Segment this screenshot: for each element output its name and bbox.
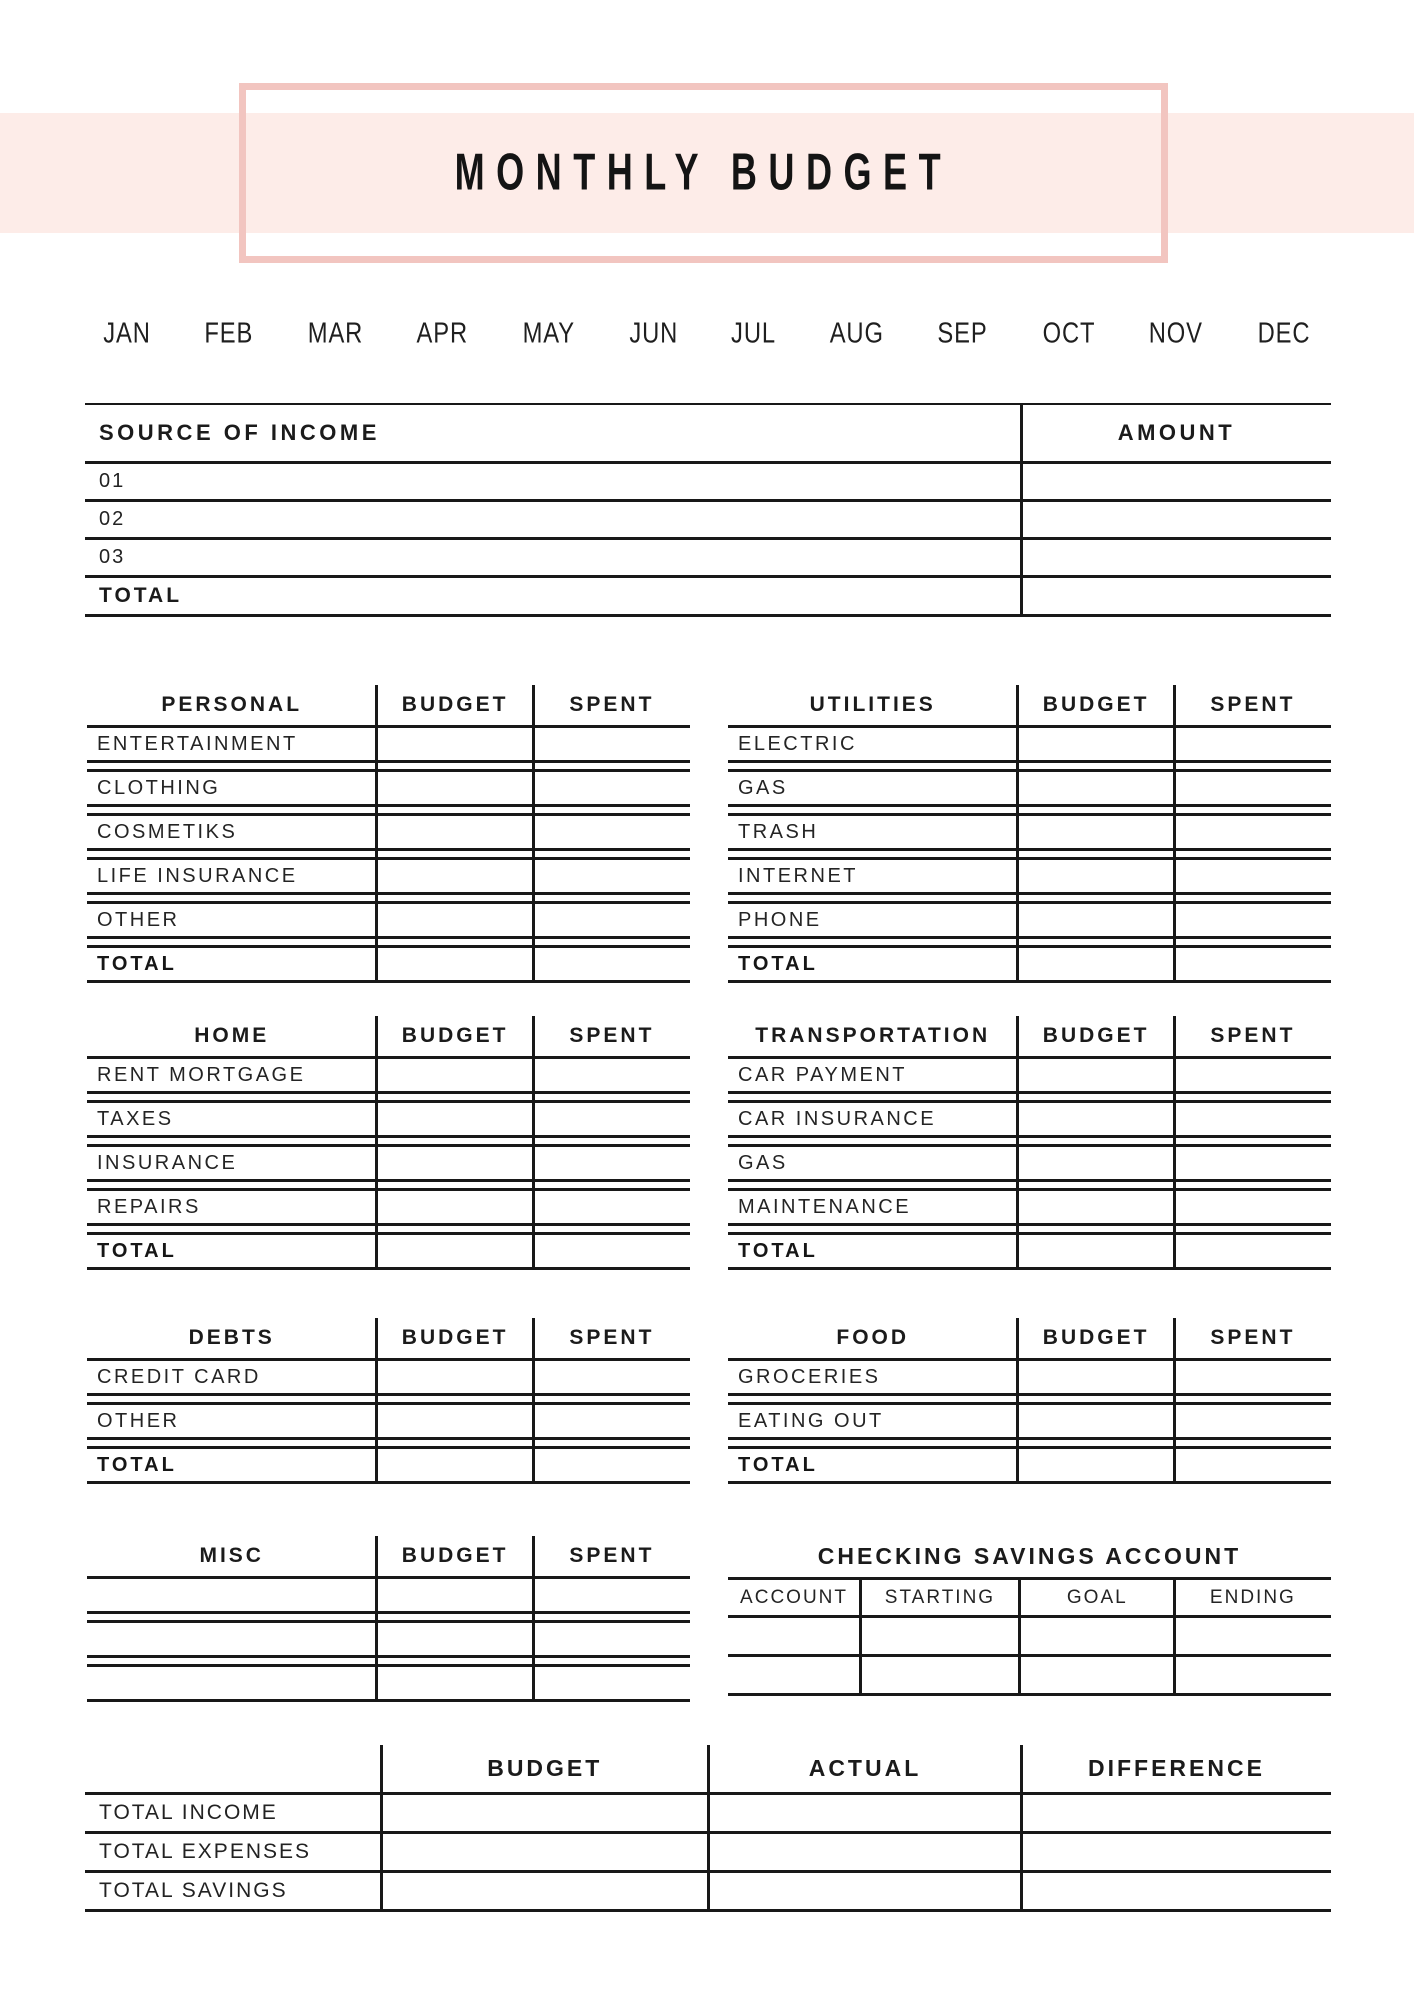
spent-header: SPENT xyxy=(1210,693,1296,716)
ending-header: ENDING xyxy=(1209,1586,1296,1608)
utilities-header xyxy=(728,685,1331,728)
budget-header: BUDGET xyxy=(1042,693,1150,716)
total-label: TOTAL xyxy=(738,1453,818,1476)
income-total-row xyxy=(85,578,1331,617)
checking-savings-title: CHECKING SAVINGS ACCOUNT xyxy=(817,1543,1242,1569)
row-label: TOTAL EXPENSES xyxy=(99,1840,312,1863)
debts-table xyxy=(87,1318,690,1484)
utilities-table xyxy=(728,685,1331,983)
budget-total-cell[interactable] xyxy=(376,1235,533,1267)
income-amount-cell[interactable] xyxy=(1022,540,1331,575)
budget-cell[interactable] xyxy=(1017,1361,1174,1393)
difference-header: DIFFERENCE xyxy=(1087,1755,1265,1781)
table-row xyxy=(87,728,690,763)
total-row xyxy=(87,1446,690,1484)
month-sep[interactable]: SEP xyxy=(937,317,989,349)
checking-savings-section xyxy=(728,1536,1331,1696)
spent-cell[interactable] xyxy=(1175,904,1331,936)
month-dec[interactable]: DEC xyxy=(1257,317,1311,349)
row-label: CAR INSURANCE xyxy=(738,1107,937,1130)
income-total-label: TOTAL xyxy=(99,584,183,607)
month-mar[interactable]: MAR xyxy=(307,317,363,349)
row-label: OTHER xyxy=(97,1409,180,1432)
table-row xyxy=(728,769,1331,807)
spent-cell[interactable] xyxy=(1175,1059,1331,1091)
spent-cell[interactable] xyxy=(534,1405,690,1437)
month-oct[interactable]: OCT xyxy=(1042,317,1095,349)
amount-header-label: AMOUNT xyxy=(1117,420,1236,445)
table-row xyxy=(728,1144,1331,1182)
account-header: ACCOUNT xyxy=(740,1586,848,1608)
actual-cell[interactable] xyxy=(708,1834,1022,1870)
spent-cell[interactable] xyxy=(534,1191,690,1223)
table-row xyxy=(87,1100,690,1138)
budget-header: BUDGET xyxy=(487,1755,603,1781)
row-label: GAS xyxy=(738,1151,788,1174)
budget-header: BUDGET xyxy=(1042,1326,1150,1349)
month-may[interactable]: MAY xyxy=(522,317,575,349)
actual-cell[interactable] xyxy=(708,1873,1022,1909)
income-amount-cell[interactable] xyxy=(1022,464,1331,499)
budget-cell[interactable] xyxy=(376,1667,533,1699)
row-label: INTERNET xyxy=(738,864,858,887)
income-divider xyxy=(1020,405,1023,617)
budget-cell[interactable] xyxy=(376,1579,533,1611)
section-title: FOOD xyxy=(836,1326,910,1349)
budget-header: BUDGET xyxy=(401,1326,509,1349)
column-divider xyxy=(375,685,378,983)
spent-header: SPENT xyxy=(569,1024,655,1047)
spent-cell[interactable] xyxy=(1175,1191,1331,1223)
total-row xyxy=(728,945,1331,983)
table-row xyxy=(87,1579,690,1614)
income-row-2 xyxy=(85,502,1331,540)
spent-cell[interactable] xyxy=(534,816,690,848)
budget-total-cell[interactable] xyxy=(1017,1235,1174,1267)
spent-cell[interactable] xyxy=(534,1059,690,1091)
table-row xyxy=(728,1402,1331,1440)
total-row xyxy=(87,945,690,983)
table-row xyxy=(87,1188,690,1226)
budget-cell[interactable] xyxy=(1017,904,1174,936)
budget-total-cell[interactable] xyxy=(376,1449,533,1481)
personal-header xyxy=(87,685,690,728)
table-row xyxy=(87,1361,690,1396)
spent-cell[interactable] xyxy=(1175,860,1331,892)
section-title: UTILITIES xyxy=(809,693,936,716)
table-row xyxy=(728,728,1331,763)
row-label: GAS xyxy=(738,776,788,799)
budget-cell[interactable] xyxy=(382,1873,708,1909)
budget-cell[interactable] xyxy=(376,1059,533,1091)
total-row xyxy=(728,1446,1331,1484)
row-label: REPAIRS xyxy=(97,1195,201,1218)
budget-total-cell[interactable] xyxy=(1017,1449,1174,1481)
spent-total-cell[interactable] xyxy=(534,1449,690,1481)
budget-cell[interactable] xyxy=(376,728,533,760)
spent-cell[interactable] xyxy=(534,1667,690,1699)
row-label: TAXES xyxy=(97,1107,174,1130)
goal-cell[interactable] xyxy=(1020,1657,1175,1693)
row-label: MAINTENANCE xyxy=(738,1195,912,1218)
income-table xyxy=(85,403,1331,617)
column-divider xyxy=(1173,1318,1176,1484)
budget-cell[interactable] xyxy=(1017,1059,1174,1091)
row-label: INSURANCE xyxy=(97,1151,238,1174)
income-row-number: 02 xyxy=(99,508,126,530)
misc-header xyxy=(87,1536,690,1579)
column-divider xyxy=(707,1745,710,1912)
starting-cell[interactable] xyxy=(860,1618,1020,1654)
spent-cell[interactable] xyxy=(1175,772,1331,804)
budget-cell[interactable] xyxy=(376,1103,533,1135)
summary-table xyxy=(85,1745,1331,1912)
total-label: TOTAL xyxy=(97,1453,177,1476)
actual-header: ACTUAL xyxy=(808,1755,922,1781)
budget-cell[interactable] xyxy=(1017,1103,1174,1135)
row-label: TOTAL SAVINGS xyxy=(99,1879,288,1902)
page-title: MONTHLY BUDGET xyxy=(454,143,953,202)
spent-cell[interactable] xyxy=(534,728,690,760)
row-label: ELECTRIC xyxy=(738,732,857,755)
spent-total-cell[interactable] xyxy=(534,948,690,980)
row-label: CREDIT CARD xyxy=(97,1365,261,1388)
section-title: TRANSPORTATION xyxy=(755,1024,991,1047)
row-label: TOTAL INCOME xyxy=(99,1801,278,1824)
income-header xyxy=(85,405,1331,464)
debts-header xyxy=(87,1318,690,1361)
checking-savings-table xyxy=(728,1577,1331,1696)
spent-cell[interactable] xyxy=(1175,728,1331,760)
months-strip xyxy=(100,318,1314,349)
budget-cell[interactable] xyxy=(376,1623,533,1655)
home-table xyxy=(87,1016,690,1270)
column-divider xyxy=(532,1318,535,1484)
budget-header: BUDGET xyxy=(401,1024,509,1047)
income-row-number: 01 xyxy=(99,470,126,492)
income-total-cell[interactable] xyxy=(1022,578,1331,614)
budget-cell[interactable] xyxy=(1017,860,1174,892)
goal-cell[interactable] xyxy=(1020,1618,1175,1654)
difference-cell[interactable] xyxy=(1022,1834,1331,1870)
table-row xyxy=(87,813,690,851)
month-feb[interactable]: FEB xyxy=(204,317,254,349)
row-label: CAR PAYMENT xyxy=(738,1063,907,1086)
column-divider xyxy=(380,1745,383,1912)
income-amount-cell[interactable] xyxy=(1022,502,1331,537)
ending-cell[interactable] xyxy=(1175,1618,1331,1654)
budget-total-cell[interactable] xyxy=(1017,948,1174,980)
total-row xyxy=(728,1232,1331,1270)
spent-cell[interactable] xyxy=(534,1579,690,1611)
month-jul[interactable]: JUL xyxy=(731,317,776,349)
starting-cell[interactable] xyxy=(860,1657,1020,1693)
row-label: TRASH xyxy=(738,820,819,843)
income-header-label: SOURCE OF INCOME xyxy=(99,420,380,445)
row-label: EATING OUT xyxy=(738,1409,884,1432)
spent-total-cell[interactable] xyxy=(1175,1235,1331,1267)
column-divider xyxy=(375,1318,378,1484)
actual-cell[interactable] xyxy=(708,1795,1022,1831)
budget-cell[interactable] xyxy=(1017,1405,1174,1437)
spent-header: SPENT xyxy=(569,1326,655,1349)
budget-cell[interactable] xyxy=(1017,772,1174,804)
table-row xyxy=(728,1100,1331,1138)
column-divider xyxy=(1020,1745,1023,1912)
budget-cell[interactable] xyxy=(376,1361,533,1393)
row-label: RENT MORTGAGE xyxy=(97,1063,306,1086)
table-row xyxy=(87,857,690,895)
row-label: ENTERTAINMENT xyxy=(97,732,298,755)
budget-total-cell[interactable] xyxy=(376,948,533,980)
spent-cell[interactable] xyxy=(534,1623,690,1655)
total-label: TOTAL xyxy=(97,1239,177,1262)
month-aug[interactable]: AUG xyxy=(829,317,884,349)
total-label: TOTAL xyxy=(738,952,818,975)
table-row xyxy=(728,901,1331,939)
section-title: HOME xyxy=(194,1024,270,1047)
checking-header xyxy=(728,1580,1331,1618)
budget-cell[interactable] xyxy=(376,1405,533,1437)
spent-cell[interactable] xyxy=(1175,1405,1331,1437)
budget-header: BUDGET xyxy=(401,1544,509,1567)
column-divider xyxy=(532,685,535,983)
budget-header: BUDGET xyxy=(401,693,509,716)
column-divider xyxy=(1018,1580,1021,1696)
row-label: GROCERIES xyxy=(738,1365,881,1388)
column-divider xyxy=(1016,685,1019,983)
month-jun[interactable]: JUN xyxy=(628,317,678,349)
goal-header: GOAL xyxy=(1066,1586,1128,1608)
spent-total-cell[interactable] xyxy=(1175,948,1331,980)
spent-cell[interactable] xyxy=(534,904,690,936)
budget-cell[interactable] xyxy=(1017,1147,1174,1179)
row-label: LIFE INSURANCE xyxy=(97,864,298,887)
table-row xyxy=(87,1402,690,1440)
table-row xyxy=(728,1188,1331,1226)
spent-cell[interactable] xyxy=(534,1103,690,1135)
spent-header: SPENT xyxy=(1210,1024,1296,1047)
spent-total-cell[interactable] xyxy=(534,1235,690,1267)
ending-cell[interactable] xyxy=(1175,1657,1331,1693)
spent-cell[interactable] xyxy=(1175,1103,1331,1135)
spent-cell[interactable] xyxy=(1175,1361,1331,1393)
column-divider xyxy=(375,1016,378,1270)
total-label: TOTAL xyxy=(738,1239,818,1262)
spent-header: SPENT xyxy=(569,693,655,716)
budget-cell[interactable] xyxy=(376,904,533,936)
section-title: MISC xyxy=(199,1544,264,1567)
total-label: TOTAL xyxy=(97,952,177,975)
difference-cell[interactable] xyxy=(1022,1795,1331,1831)
table-row xyxy=(87,1664,690,1702)
income-row-1 xyxy=(85,464,1331,502)
column-divider xyxy=(532,1536,535,1702)
spent-cell[interactable] xyxy=(1175,816,1331,848)
table-row xyxy=(87,1620,690,1658)
month-jan[interactable]: JAN xyxy=(103,317,151,349)
row-label: PHONE xyxy=(738,908,822,931)
budget-cell[interactable] xyxy=(376,860,533,892)
spent-header: SPENT xyxy=(569,1544,655,1567)
account-cell[interactable] xyxy=(728,1618,860,1654)
table-row xyxy=(87,901,690,939)
table-row xyxy=(728,813,1331,851)
table-row xyxy=(87,1059,690,1094)
section-title: DEBTS xyxy=(188,1326,275,1349)
income-row-3 xyxy=(85,540,1331,578)
food-header xyxy=(728,1318,1331,1361)
food-table xyxy=(728,1318,1331,1484)
column-divider xyxy=(375,1536,378,1702)
budget-cell[interactable] xyxy=(376,1147,533,1179)
income-row-number: 03 xyxy=(99,546,126,568)
difference-cell[interactable] xyxy=(1022,1873,1331,1909)
transportation-header xyxy=(728,1016,1331,1059)
starting-header: STARTING xyxy=(884,1586,996,1608)
account-cell[interactable] xyxy=(728,1657,860,1693)
spent-cell[interactable] xyxy=(534,1147,690,1179)
table-row xyxy=(728,857,1331,895)
month-nov[interactable]: NOV xyxy=(1149,317,1204,349)
transportation-table xyxy=(728,1016,1331,1270)
table-row xyxy=(87,1144,690,1182)
month-apr[interactable]: APR xyxy=(416,317,469,349)
row-label: CLOTHING xyxy=(97,776,221,799)
misc-table xyxy=(87,1536,690,1702)
spent-cell[interactable] xyxy=(534,1361,690,1393)
budget-cell[interactable] xyxy=(382,1834,708,1870)
spent-total-cell[interactable] xyxy=(1175,1449,1331,1481)
budget-cell[interactable] xyxy=(1017,728,1174,760)
column-divider xyxy=(1016,1318,1019,1484)
column-divider xyxy=(1173,1580,1176,1696)
personal-table xyxy=(87,685,690,983)
budget-cell[interactable] xyxy=(382,1795,708,1831)
column-divider xyxy=(1173,685,1176,983)
budget-cell[interactable] xyxy=(1017,1191,1174,1223)
budget-cell[interactable] xyxy=(1017,816,1174,848)
section-title: PERSONAL xyxy=(161,693,303,716)
spent-header: SPENT xyxy=(1210,1326,1296,1349)
column-divider xyxy=(532,1016,535,1270)
table-row xyxy=(728,1361,1331,1396)
column-divider xyxy=(1016,1016,1019,1270)
title-frame xyxy=(239,83,1168,263)
budget-cell[interactable] xyxy=(376,772,533,804)
total-row xyxy=(87,1232,690,1270)
table-row xyxy=(728,1657,1331,1696)
table-row xyxy=(728,1618,1331,1657)
row-label: COSMETIKS xyxy=(97,820,238,843)
spent-cell[interactable] xyxy=(534,772,690,804)
column-divider xyxy=(1173,1016,1176,1270)
column-divider xyxy=(859,1580,862,1696)
spent-cell[interactable] xyxy=(534,860,690,892)
budget-cell[interactable] xyxy=(376,1191,533,1223)
table-row xyxy=(728,1059,1331,1094)
home-header xyxy=(87,1016,690,1059)
row-label: OTHER xyxy=(97,908,180,931)
budget-cell[interactable] xyxy=(376,816,533,848)
table-row xyxy=(87,769,690,807)
budget-header: BUDGET xyxy=(1042,1024,1150,1047)
spent-cell[interactable] xyxy=(1175,1147,1331,1179)
